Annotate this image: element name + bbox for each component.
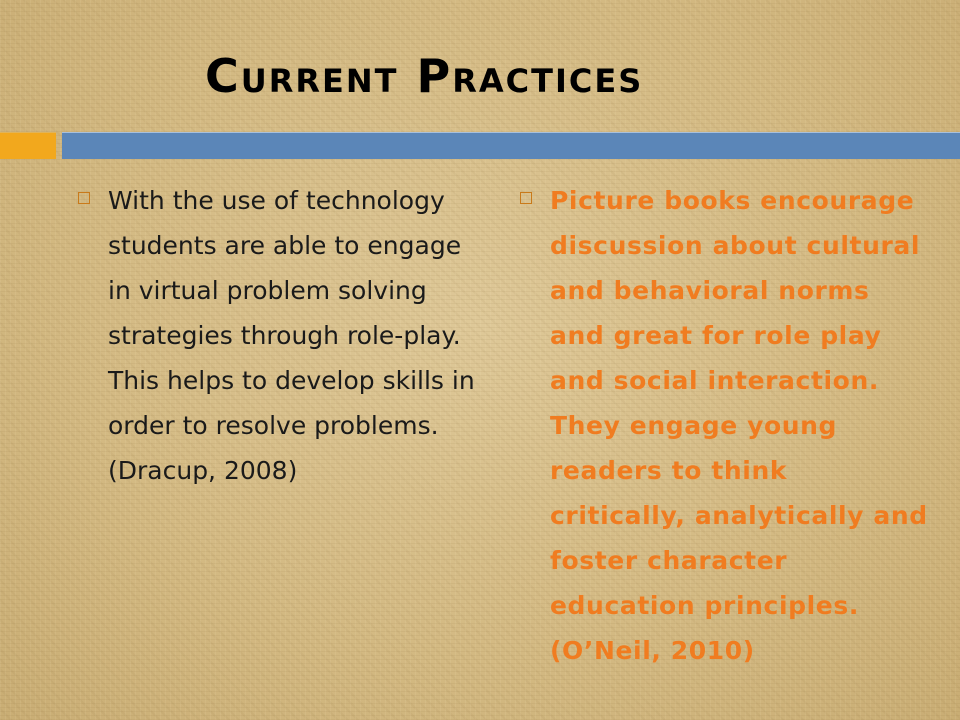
accent-bar-orange [0, 132, 56, 159]
left-bullet-text: With the use of technology students are able to engage in virtual problem solving strategies through role-play. This helps to develop skills in order to resolve problems. (Dracup, 2008) [108, 186, 475, 485]
right-bullet-text: Picture books encourage discussion about cultural and behavioral norms and great for role play and social interaction. They engage young readers to think critically, analytically and foster character education principles. (O’Neil, 2010) [550, 186, 928, 665]
left-bullet-item [78, 178, 478, 493]
hollow-square-bullet-icon [78, 192, 90, 204]
accent-bar-blue [62, 132, 960, 159]
left-column [78, 178, 478, 493]
right-column [520, 178, 930, 673]
hollow-square-bullet-icon [520, 192, 532, 204]
right-bullet-item [520, 178, 930, 673]
slide-title: Current Practices [205, 49, 644, 103]
